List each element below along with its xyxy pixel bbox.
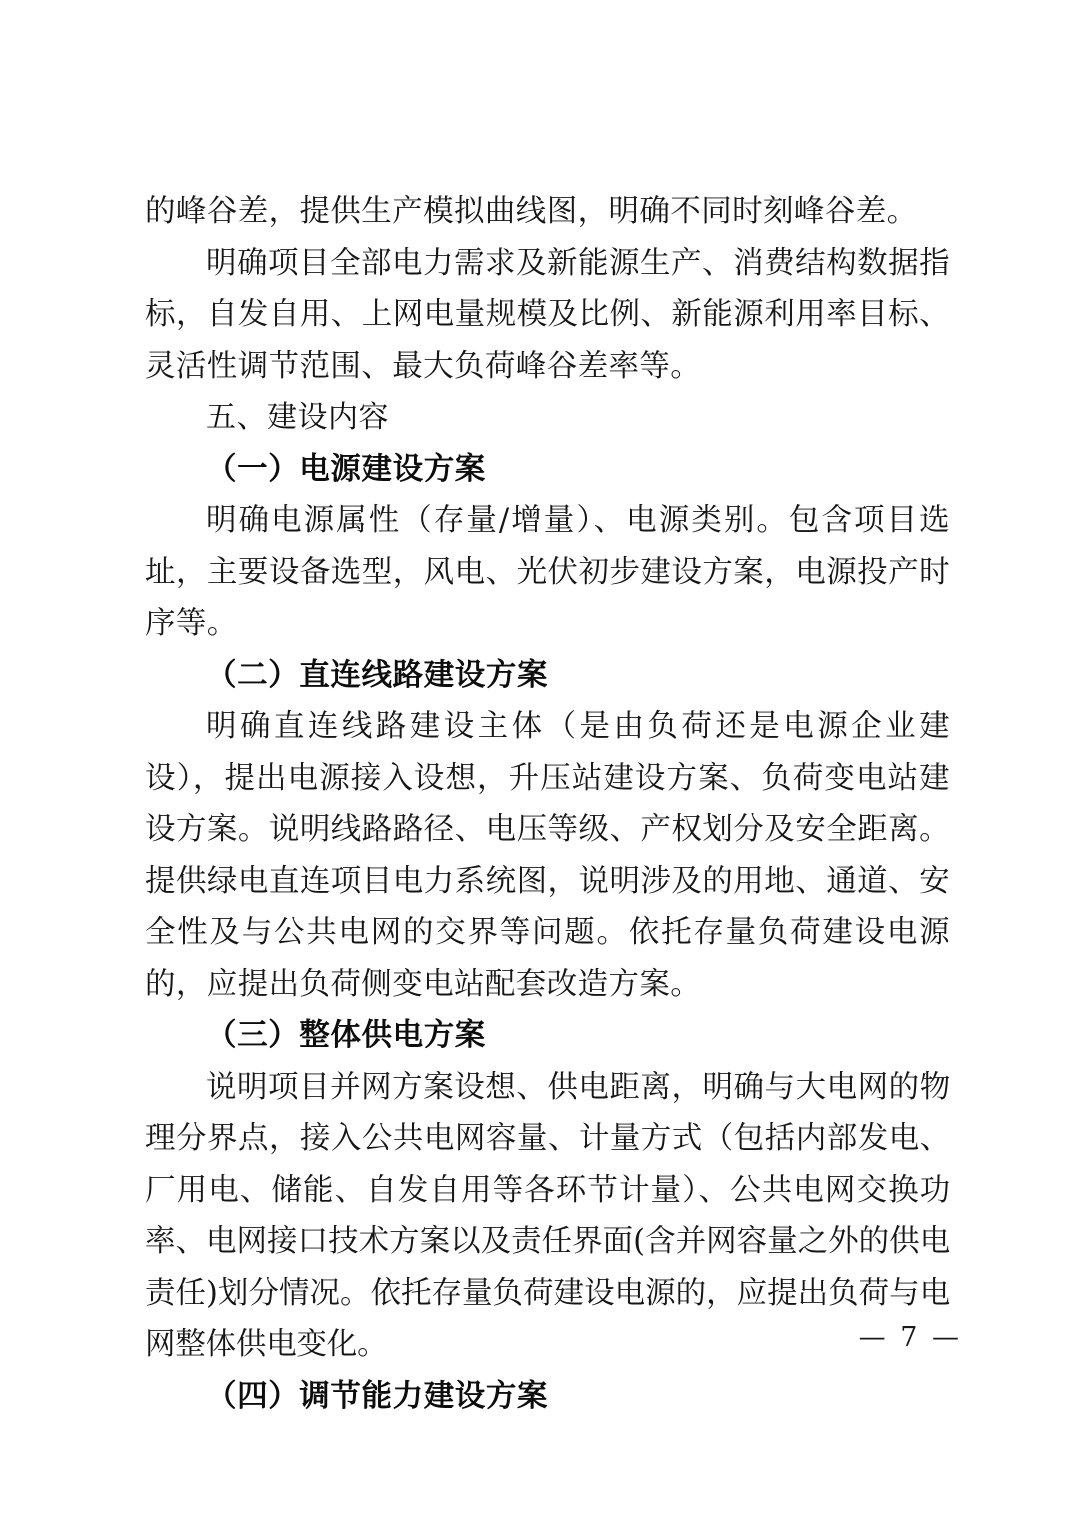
paragraph-continued-from-previous-page: 的峰谷差，提供生产模拟曲线图，明确不同时刻峰谷差。 xyxy=(145,194,918,229)
page-content xyxy=(145,186,950,1422)
paragraph-subsection-two-body: 明确直连线路建设主体（是由负荷还是电源企业建设），提出电源接入设想，升压站建设方案、负荷变电站建设方案。说明线路路径、电压等级、产权划分及安全距离。提供绿电直连项目电力系统图，说明涉及的用地、通道、安全性及与公共电网的交界等问题。依托存量负荷建设电源的，应提出负荷侧变电站配套改造方案。 xyxy=(145,709,950,1002)
paragraph-subsection-three-body: 说明项目并网方案设想、供电距离，明确与大电网的物理分界点，接入公共电网容量、计量方式（包括内部发电、厂用电、储能、自发自用等各环节计量）、公共电网交换功率、电网接口技术方案以及责任界面(含并网容量之外的供电责任)划分情况。依托存量负荷建设电源的，应提出负荷与电网整体供电变化。 xyxy=(145,1069,950,1362)
heading-section-five-construction-content: 五、建设内容 xyxy=(206,400,389,435)
paragraph-subsection-one-body: 明确电源属性（存量/增量）、电源类别。包含项目选址，主要设备选型，风电、光伏初步建设方案，电源投产时序等。 xyxy=(145,503,950,641)
heading-subsection-four-regulation-capability-plan: （四）调节能力建设方案 xyxy=(206,1377,549,1414)
paragraph-power-demand-indicators: 明确项目全部电力需求及新能源生产、消费结构数据指标，自发自用、上网电量规模及比例、新能源利用率目标、灵活性调节范围、最大负荷峰谷差率等。 xyxy=(145,245,950,384)
heading-subsection-two-direct-line-plan: （二）直连线路建设方案 xyxy=(206,656,549,693)
page-number-footer: — 7 — xyxy=(858,1322,962,1353)
heading-subsection-one-power-source-plan: （一）电源建设方案 xyxy=(206,450,486,487)
heading-subsection-three-overall-power-supply-plan: （三）整体供电方案 xyxy=(206,1017,486,1053)
